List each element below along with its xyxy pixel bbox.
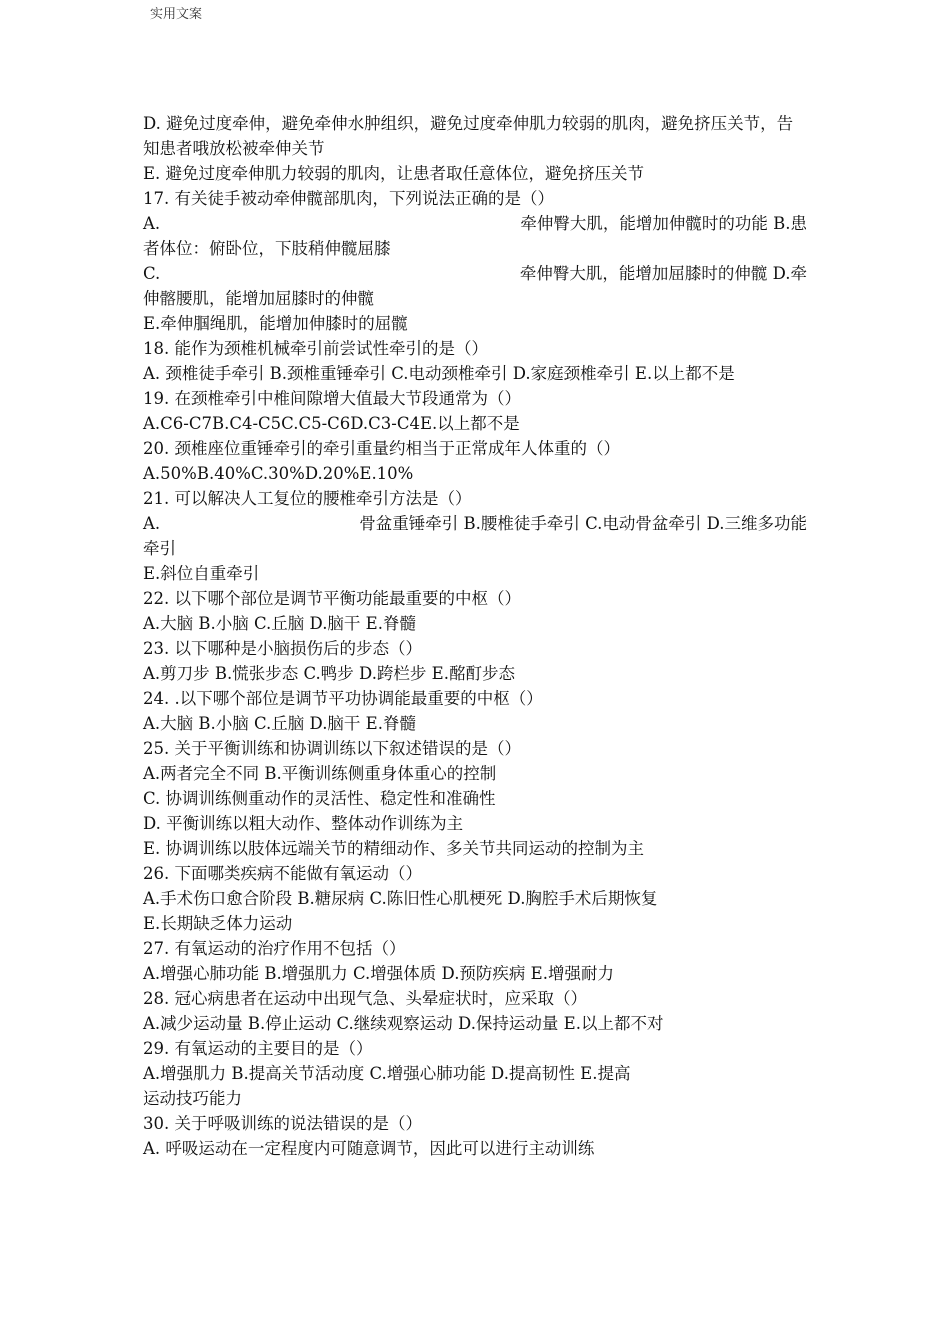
option-text: 骨盆重锤牵引 B.腰椎徒手牵引 C.电动骨盆牵引 D.三维多功能 (359, 514, 807, 533)
text-line: E. 避免过度牵伸肌力较弱的肌肉，让患者取任意体位，避免挤压关节 (143, 164, 645, 183)
text-line: 运动技巧能力 (143, 1089, 242, 1108)
text-line: E.斜位自重牵引 (143, 564, 260, 583)
text-line: A.两者完全不同 B.平衡训练侧重身体重心的控制 (143, 764, 497, 783)
option-text: 牵伸臀大肌，能增加屈膝时的伸髋 D.牵 (519, 264, 807, 283)
question-30: 30. 关于呼吸训练的说法错误的是（） (143, 1114, 422, 1133)
question-25: 25. 关于平衡训练和协调训练以下叙述错误的是（） (143, 739, 521, 758)
option-label: A. (143, 214, 161, 233)
question-29: 29. 有氧运动的主要目的是（） (143, 1039, 373, 1058)
question-24: 24. .以下哪个部位是调节平功协调能最重要的中枢（） (143, 689, 543, 708)
text-line: 伸髂腰肌，能增加屈膝时的伸髋 (143, 289, 374, 308)
question-19: 19. 在颈椎牵引中椎间隙增大值最大节段通常为（） (143, 389, 521, 408)
text-line: C. 协调训练侧重动作的灵活性、稳定性和准确性 (143, 789, 496, 808)
text-line: A. 呼吸运动在一定程度内可随意调节，因此可以进行主动训练 (143, 1139, 595, 1158)
text-line: A.手术伤口愈合阶段 B.糖尿病 C.陈旧性心肌梗死 D.胸腔手术后期恢复 (143, 889, 658, 908)
option-text: 牵伸臀大肌，能增加伸髋时的功能 B.患 (520, 214, 807, 233)
question-18: 18. 能作为颈椎机械牵引前尝试性牵引的是（） (143, 339, 488, 358)
option-line-split (143, 511, 807, 536)
text-line: D. 避免过度牵伸，避免牵伸水肿组织，避免过度牵伸肌力较弱的肌肉，避免挤压关节，告知患者哦放松被牵伸关节 (143, 114, 794, 158)
text-line: A.剪刀步 B.慌张步态 C.鸭步 D.跨栏步 E.酩酊步态 (143, 664, 515, 683)
text-line: 者体位：俯卧位，下肢稍伸髋屈膝 (143, 239, 391, 258)
question-17: 17. 有关徒手被动牵伸髋部肌肉，下列说法正确的是（） (143, 189, 554, 208)
text-line: A.50%B.40%C.30%D.20%E.10% (143, 464, 414, 483)
option-line-split (143, 261, 807, 286)
text-line: 牵引 (143, 539, 176, 558)
question-27: 27. 有氧运动的治疗作用不包括（） (143, 939, 406, 958)
question-20: 20. 颈椎座位重锤牵引的牵引重量约相当于正常成年人体重的（） (143, 439, 620, 458)
text-line: E.牵伸腘绳肌，能增加伸膝时的屈髋 (143, 314, 408, 333)
question-23: 23. 以下哪种是小脑损伤后的步态（） (143, 639, 422, 658)
option-label: C. (143, 264, 161, 283)
document-body (143, 111, 807, 1161)
question-28: 28. 冠心病患者在运动中出现气急、头晕症状时，应采取（） (143, 989, 587, 1008)
text-line: E. 协调训练以肢体远端关节的精细动作、多关节共同运动的控制为主 (143, 839, 645, 858)
page-header-label: 实用文案 (150, 7, 203, 22)
text-line: A.大脑 B.小脑 C.丘脑 D.脑干 E.脊髓 (143, 714, 416, 733)
text-line: A. 颈椎徒手牵引 B.颈椎重锤牵引 C.电动颈椎牵引 D.家庭颈椎牵引 E.以上都不是 (143, 364, 735, 383)
text-line: A.大脑 B.小脑 C.丘脑 D.脑干 E.脊髓 (143, 614, 416, 633)
option-label: A. (143, 514, 161, 533)
option-line-split (143, 211, 807, 236)
text-line: E.长期缺乏体力运动 (143, 914, 293, 933)
text-line: D. 平衡训练以粗大动作、整体动作训练为主 (143, 814, 464, 833)
text-line: A.减少运动量 B.停止运动 C.继续观察运动 D.保持运动量 E.以上都不对 (143, 1014, 664, 1033)
text-line: A.增强肌力 B.提高关节活动度 C.增强心肺功能 D.提高韧性 E.提高 (143, 1064, 631, 1083)
question-26: 26. 下面哪类疾病不能做有氧运动（） (143, 864, 422, 883)
text-line: A.增强心肺功能 B.增强肌力 C.增强体质 D.预防疾病 E.增强耐力 (143, 964, 614, 983)
question-21: 21. 可以解决人工复位的腰椎牵引方法是（） (143, 489, 472, 508)
text-line: A.C6-C7B.C4-C5C.C5-C6D.C3-C4E.以上都不是 (143, 414, 520, 433)
question-22: 22. 以下哪个部位是调节平衡功能最重要的中枢（） (143, 589, 521, 608)
